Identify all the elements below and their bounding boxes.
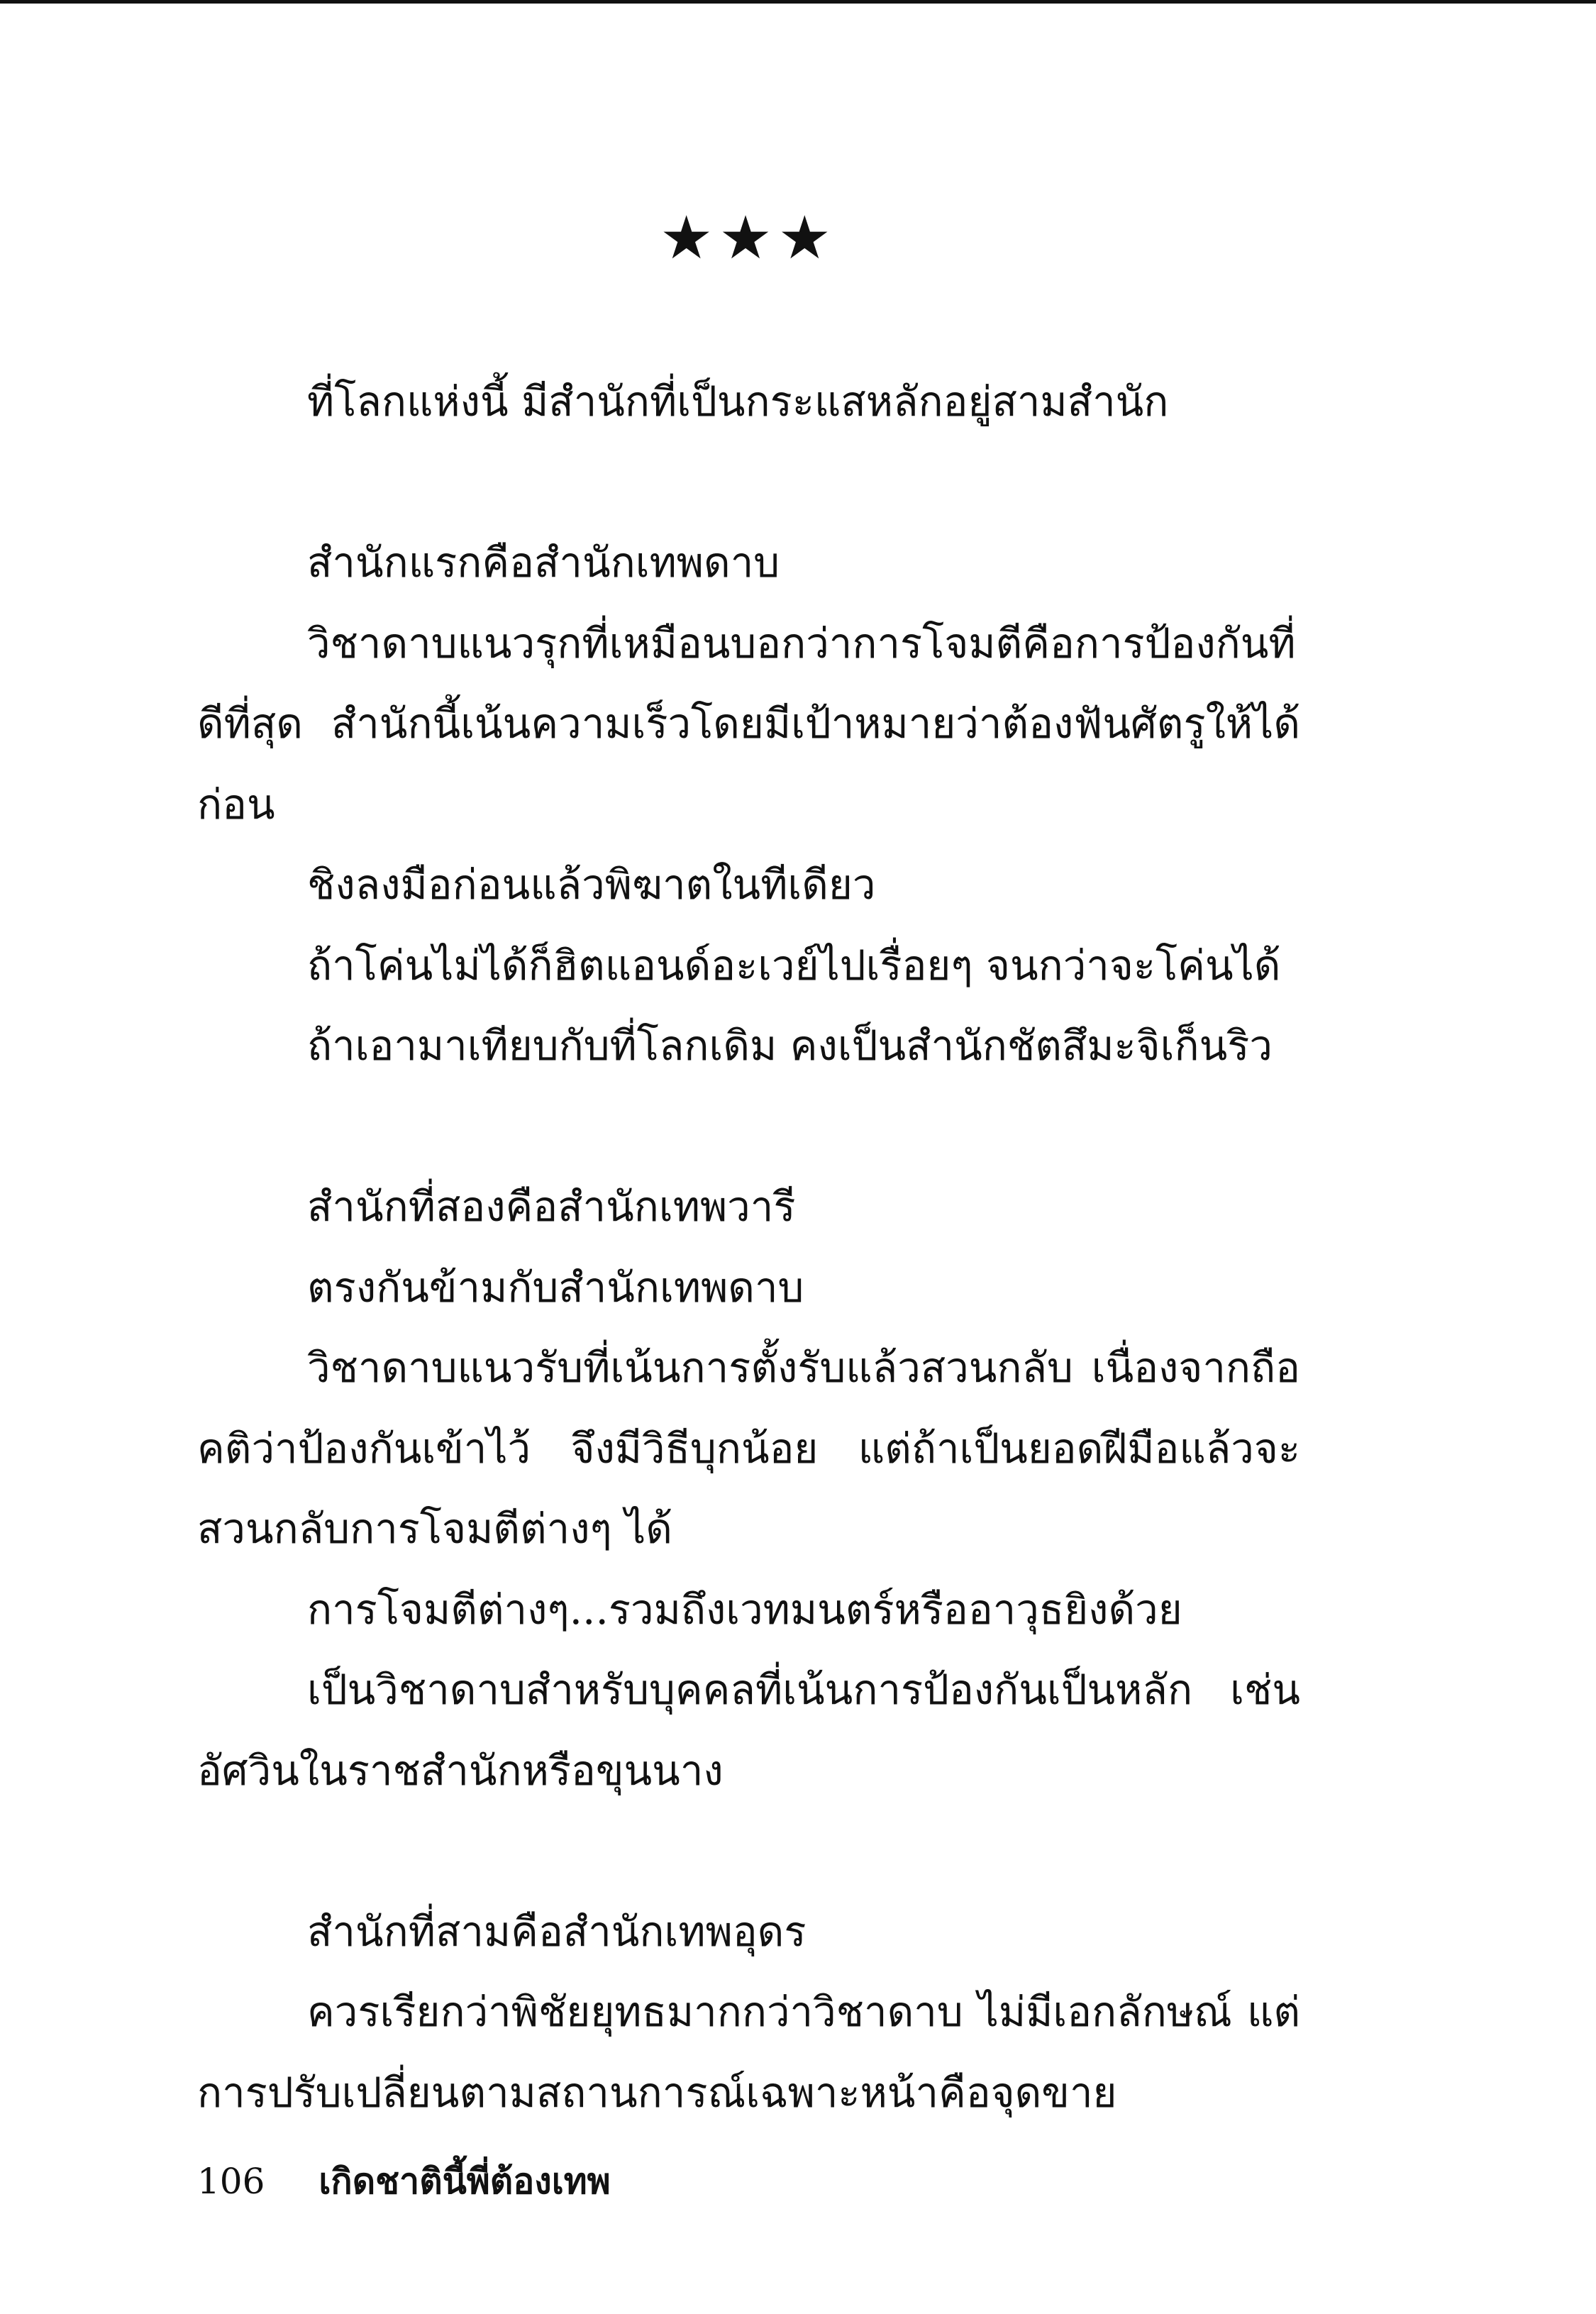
paragraph: การโจมตีต่างๆ...รวมถึงเวทมนตร์หรืออาวุธยิงด้วย <box>307 1585 1182 1634</box>
running-title: เกิดชาตินี้พี่ต้องเทพ <box>318 2160 611 2202</box>
paragraph: ถ้าเอามาเทียบกับที่โลกเดิม คงเป็นสำนักชัตสึมะจิเก็นริว <box>307 1022 1273 1070</box>
body-text <box>197 362 1300 2133</box>
paragraph: ที่โลกแห่งนี้ มีสำนักที่เป็นกระแสหลักอยู่สามสำนัก <box>307 377 1169 426</box>
paragraph: ถ้าโค่นไม่ได้ก็ฮิตแอนด์อะเวย์ไปเรื่อยๆ จนกว่าจะโค่นได้ <box>307 941 1281 990</box>
top-rule <box>0 0 1596 4</box>
page-number: 106 <box>197 2161 265 2202</box>
paragraph: สำนักที่สองคือสำนักเทพวารี <box>307 1183 796 1231</box>
page-footer <box>197 2157 611 2206</box>
paragraph-gap <box>197 1811 1300 1892</box>
paragraph-gap <box>197 443 1300 524</box>
paragraph: สำนักแรกคือสำนักเทพดาบ <box>307 538 780 587</box>
paragraph-gap <box>197 1087 1300 1168</box>
paragraph: ตรงกันข้ามกับสำนักเทพดาบ <box>307 1263 804 1312</box>
paragraph: ควรเรียกว่าพิชัยยุทธมากกว่าวิชาดาบ ไม่มีเอกลักษณ์ แต่การปรับเปลี่ยนตามสถานการณ์เฉพาะหน้าคือจุดขาย <box>197 1988 1300 2117</box>
paragraph: วิชาดาบแนวรับที่เน้นการตั้งรับแล้วสวนกลับ เนื่องจากถือคติว่าป้องกันเข้าไว้ จึงมีวิธีบุกน้อย แต่ถ้าเป็นยอดฝีมือแล้วจะสวนกลับการโจมตีต่างๆ ได้ <box>197 1344 1300 1553</box>
paragraph: ชิงลงมือก่อนแล้วพิฆาตในทีเดียว <box>307 860 876 909</box>
paragraph: วิชาดาบแนวรุกที่เหมือนบอกว่าการโจมตีคือการป้องกันที่ดีที่สุด สำนักนี้เน้นความเร็วโดยมีเป้าหมายว่าต้องฟันศัตรูให้ได้ก่อน <box>197 619 1300 829</box>
paragraph: เป็นวิชาดาบสำหรับบุคคลที่เน้นการป้องกันเป็นหลัก เช่น อัศวินในราชสำนักหรือขุนนาง <box>197 1666 1300 1795</box>
paragraph: สำนักที่สามคือสำนักเทพอุดร <box>307 1907 807 1956</box>
section-divider-stars: ★★★ <box>660 203 837 272</box>
